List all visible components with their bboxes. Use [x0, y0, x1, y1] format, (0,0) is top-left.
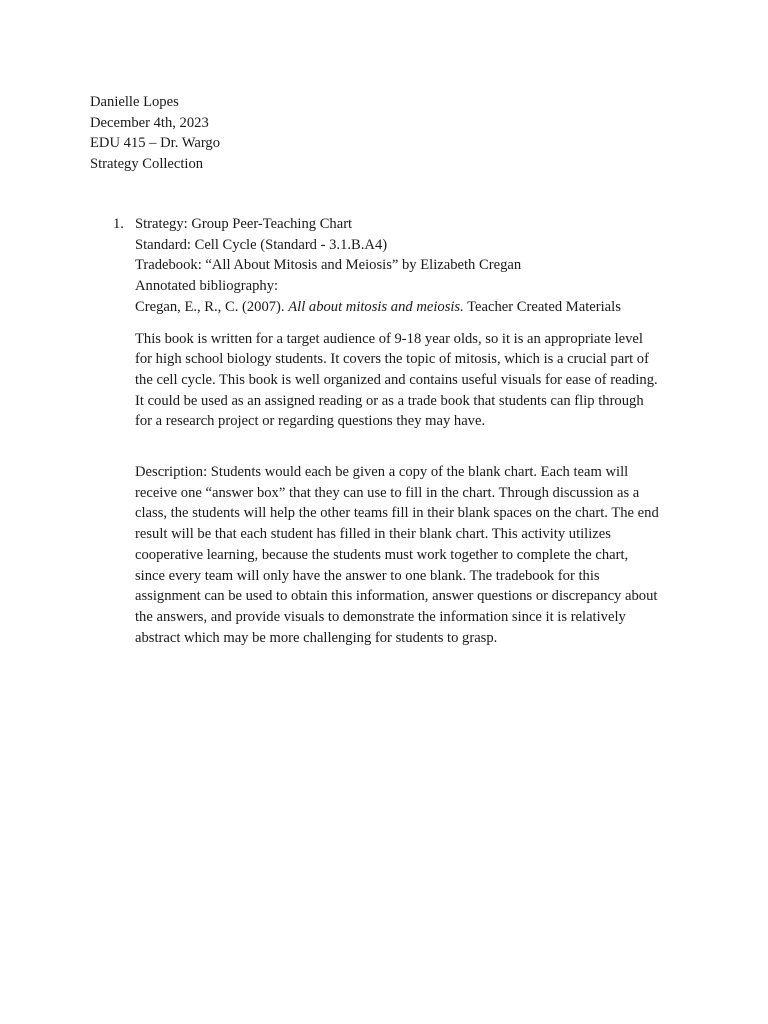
citation-line	[135, 297, 675, 318]
description-line: the answers, and provide visuals to demonstrate the information since it is relatively	[135, 608, 626, 625]
description-line: since every team will only have the answer to one blank. The tradebook for this	[135, 567, 600, 584]
description-paragraph	[135, 462, 675, 648]
annotation-line: This book is written for a target audience of 9-18 year olds, so it is an appropriate level	[135, 330, 643, 347]
tradebook-line: Tradebook: “All About Mitosis and Meiosis” by Elizabeth Cregan	[135, 257, 522, 274]
author-name: Danielle Lopes	[90, 94, 179, 110]
description-line: receive one “answer box” that they can use to fill in the chart. Through discussion as a	[135, 484, 640, 501]
description-line: assignment can be used to obtain this information, answer questions or discrepancy about	[135, 588, 658, 605]
bibliography-label: Annotated bibliography:	[135, 278, 279, 295]
document-date: December 4th, 2023	[90, 114, 209, 131]
list-number: 1.	[113, 216, 124, 232]
description-line: class, the students will help the other teams fill in their blank spaces on the chart. The end	[135, 505, 659, 522]
course-line: EDU 415 – Dr. Wargo	[90, 135, 221, 152]
description-line: Description: Students would each be given a copy of the blank chart. Each team will	[135, 464, 629, 481]
description-line: cooperative learning, because the students must work together to complete the chart,	[135, 546, 629, 563]
header-block	[90, 92, 220, 175]
annotation-paragraph	[135, 329, 675, 433]
annotation-line: for high school biology students. It covers the topic of mitosis, which is a crucial part of	[135, 351, 649, 368]
document-title: Strategy Collection	[90, 156, 204, 173]
annotation-line: for a research project or regarding questions they may have.	[135, 413, 486, 430]
annotation-line: the cell cycle. This book is well organized and contains useful visuals for ease of reading.	[135, 371, 658, 388]
annotation-line: It could be used as an assigned reading or as a trade book that students can flip through	[135, 392, 644, 409]
standard-line: Standard: Cell Cycle (Standard - 3.1.B.A4)	[135, 236, 388, 253]
citation-title: All about mitosis and meiosis.	[288, 298, 464, 315]
citation-suffix: Teacher Created Materials	[463, 298, 621, 315]
description-line: abstract which may be more challenging for students to grasp.	[135, 629, 498, 646]
strategy-item-body	[135, 214, 675, 648]
description-line: result will be that each student has filled in their blank chart. This activity utilizes	[135, 526, 611, 543]
strategy-line: Strategy: Group Peer-Teaching Chart	[135, 216, 353, 232]
citation-prefix: Cregan, E., R., C. (2007).	[135, 298, 289, 315]
